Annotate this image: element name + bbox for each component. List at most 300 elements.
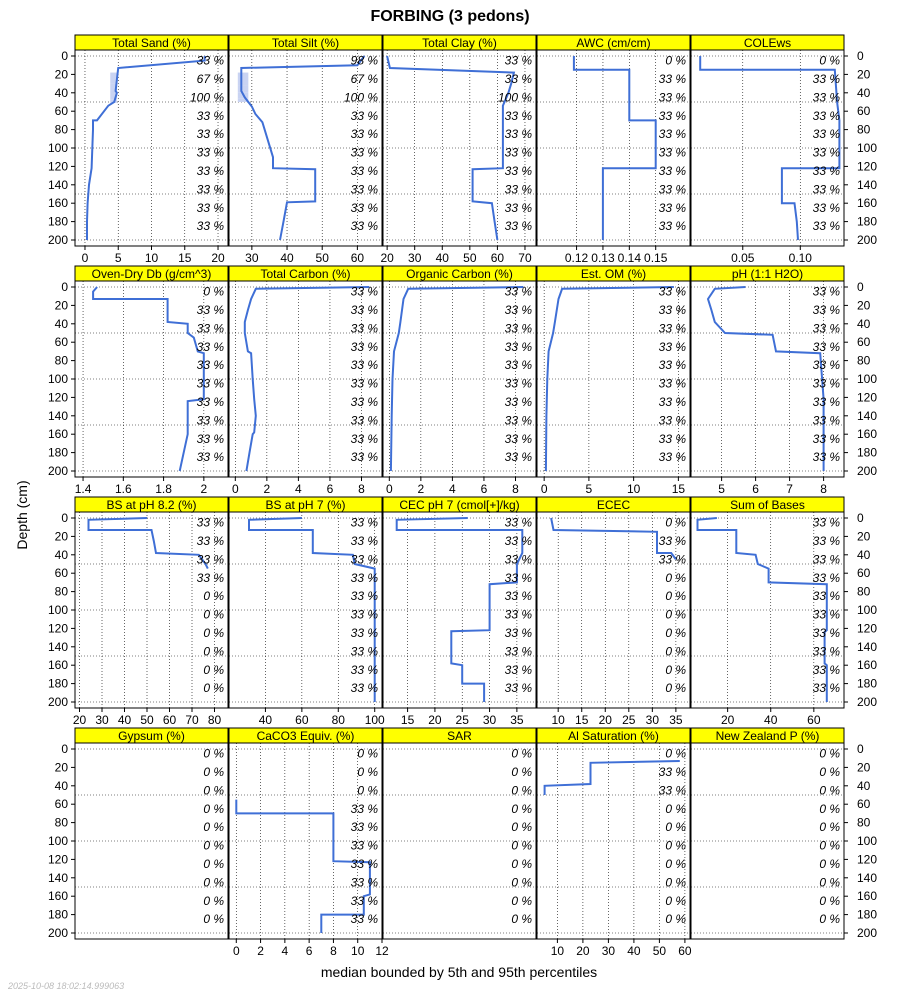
pct-label: 0 % [203, 838, 224, 853]
x-tick-label: 35 [669, 713, 683, 727]
y-tick-label: 100 [857, 834, 878, 848]
x-tick-label: 10 [551, 713, 565, 727]
pct-label: 33 % [196, 450, 224, 465]
pct-label: 100 % [497, 90, 532, 105]
y-tick-label: 200 [47, 926, 68, 940]
x-tick-label: 10 [351, 944, 365, 958]
y-tick-label: 40 [857, 316, 871, 331]
pct-label: 33 % [350, 200, 378, 215]
y-tick-label: 160 [857, 427, 878, 442]
y-tick-label: 200 [857, 695, 878, 709]
y-tick-label: 60 [857, 797, 871, 812]
panel-bs-at-ph-8-2 [48, 497, 228, 727]
x-tick-label: 6 [305, 944, 313, 958]
pct-label: 33 % [350, 875, 378, 890]
x-tick-label: 20 [380, 251, 394, 265]
strip-label: Total Clay (%) [422, 36, 497, 50]
x-tick-label: 4 [449, 482, 456, 496]
x-tick-label: 15 [575, 713, 589, 727]
pct-label: 33 % [658, 284, 686, 299]
pct-label: 0 % [203, 662, 224, 677]
pct-label: 33 % [812, 358, 840, 373]
pct-label: 33 % [350, 893, 378, 908]
pct-label: 33 % [504, 376, 532, 391]
y-tick-label: 160 [47, 658, 68, 673]
pct-label: 0 % [665, 857, 686, 871]
y-tick-label: 140 [857, 639, 878, 654]
pct-label: 33 % [504, 431, 532, 446]
strip-label: Est. OM (%) [580, 267, 647, 281]
pct-label: 33 % [196, 200, 224, 215]
pct-label: 33 % [350, 912, 378, 927]
x-tick-label: 40 [117, 713, 132, 727]
pct-label: 0 % [203, 875, 224, 890]
x-tick-label: 6 [752, 482, 759, 496]
y-axis-title: Depth (cm) [14, 480, 30, 550]
pct-label: 33 % [196, 303, 224, 317]
pct-label: 0 % [665, 820, 686, 835]
pct-label: 33 % [504, 681, 532, 696]
y-tick-label: 160 [857, 658, 878, 673]
pct-label: 0 % [665, 893, 686, 908]
pct-label: 0 % [203, 746, 224, 761]
y-tick-label: 20 [54, 67, 68, 82]
pct-label: 33 % [812, 431, 840, 446]
x-tick-label: 70 [518, 251, 532, 265]
pct-label: 33 % [350, 358, 378, 373]
strip-label: Sum of Bases [730, 498, 805, 512]
pct-label: 33 % [350, 857, 378, 871]
median-line [87, 56, 205, 240]
pct-label: 98 % [350, 53, 378, 68]
strip-label: Organic Carbon (%) [406, 267, 513, 281]
x-tick-label: 15 [400, 713, 415, 727]
pct-label: 33 % [658, 72, 686, 86]
panel-al-saturation [537, 728, 692, 958]
pct-label: 33 % [350, 450, 378, 465]
x-tick-label: 5 [114, 251, 122, 265]
strip-label: New Zealand P (%) [715, 729, 820, 743]
y-tick-label: 180 [47, 445, 68, 460]
pct-label: 33 % [812, 303, 840, 317]
pct-label: 33 % [350, 284, 378, 299]
y-tick-label: 160 [857, 889, 878, 904]
pct-label: 67 % [196, 72, 224, 86]
y-tick-label: 80 [54, 584, 68, 599]
x-tick-label: 4 [281, 944, 289, 958]
x-tick-label: 60 [678, 944, 692, 958]
pct-label: 33 % [350, 838, 378, 853]
pct-label: 33 % [350, 662, 378, 677]
pct-label: 0 % [511, 783, 532, 798]
y-tick-label: 0 [857, 49, 864, 63]
pct-label: 33 % [658, 303, 686, 317]
x-tick-label: 40 [764, 713, 778, 727]
pct-label: 0 % [511, 765, 532, 779]
strip-label: ECEC [596, 498, 631, 512]
pct-label: 33 % [812, 339, 840, 354]
panel-grid [48, 35, 877, 958]
y-tick-label: 0 [61, 49, 68, 63]
pct-label: 33 % [504, 164, 532, 178]
strip-label: CaCO3 Equiv. (%) [256, 729, 355, 743]
x-tick-label: 10 [626, 482, 641, 496]
pct-label: 0 % [819, 820, 840, 835]
y-tick-label: 160 [857, 196, 878, 211]
pct-label: 33 % [812, 644, 840, 659]
pct-label: 33 % [196, 358, 224, 373]
y-tick-label: 100 [857, 141, 878, 155]
y-tick-label: 160 [47, 427, 68, 442]
x-tick-label: 100 [364, 713, 385, 727]
y-tick-label: 60 [54, 335, 68, 350]
pct-label: 33 % [812, 164, 840, 178]
pct-label: 33 % [812, 662, 840, 677]
x-tick-label: 5 [718, 482, 725, 496]
pct-label: 33 % [196, 431, 224, 446]
pct-label: 33 % [658, 783, 686, 798]
pct-label: 33 % [658, 376, 686, 391]
y-tick-label: 200 [47, 464, 68, 478]
x-tick-label: 50 [652, 944, 667, 958]
pct-label: 0 % [203, 783, 224, 798]
x-tick-label: 6 [480, 482, 488, 496]
pct-label: 33 % [504, 53, 532, 68]
y-tick-label: 200 [857, 926, 878, 940]
pct-label: 33 % [350, 321, 378, 336]
x-tick-label: 80 [207, 713, 222, 727]
x-tick-label: 10 [144, 251, 159, 265]
x-tick-label: 20 [720, 713, 735, 727]
x-axis-title: median bounded by 5th and 95th percentiles [320, 964, 598, 980]
pct-label: 0 % [665, 644, 686, 659]
pct-label: 0 % [203, 765, 224, 779]
y-tick-label: 40 [857, 547, 871, 562]
y-tick-label: 180 [857, 907, 878, 922]
pct-label: 0 % [819, 857, 840, 871]
pct-label: 33 % [658, 164, 686, 178]
x-tick-label: 0 [540, 482, 548, 496]
x-tick-label: 20 [211, 251, 225, 265]
median-line [89, 518, 208, 569]
pct-label: 0 % [665, 662, 686, 677]
x-tick-label: 30 [408, 251, 422, 265]
pct-label: 33 % [658, 450, 686, 465]
x-tick-label: 2 [257, 944, 264, 958]
y-tick-label: 180 [47, 214, 68, 229]
panel-caco3-equiv [229, 728, 389, 958]
pct-label: 0 % [819, 912, 840, 927]
pct-label: 33 % [196, 395, 224, 409]
strip-label: pH (1:1 H2O) [731, 267, 804, 281]
pct-label: 33 % [812, 127, 840, 142]
x-tick-label: 0.14 [617, 251, 642, 265]
panel-sum-of-bases [691, 497, 877, 727]
strip-label: Oven-Dry Db (g/cm^3) [91, 267, 212, 281]
strip-label: AWC (cm/cm) [576, 36, 651, 50]
x-tick-label: 40 [258, 713, 273, 727]
pct-label: 33 % [658, 145, 686, 160]
strip-label: Total Carbon (%) [260, 267, 351, 281]
pct-label: 33 % [196, 108, 224, 123]
pct-label: 33 % [812, 90, 840, 105]
pct-label: 33 % [196, 145, 224, 160]
pct-label: 33 % [504, 72, 532, 86]
x-tick-label: 40 [280, 251, 294, 265]
x-tick-label: 2 [417, 482, 425, 496]
pct-label: 0 % [665, 626, 686, 640]
y-tick-label: 80 [54, 815, 68, 830]
x-tick-label: 2 [263, 482, 271, 496]
pct-label: 0 % [511, 893, 532, 908]
pct-label: 0 % [819, 746, 840, 761]
pct-label: 33 % [350, 534, 378, 548]
pct-label: 33 % [350, 820, 378, 835]
y-tick-label: 40 [54, 85, 68, 100]
pct-label: 0 % [203, 284, 224, 299]
pct-label: 33 % [812, 450, 840, 465]
x-tick-label: 4 [295, 482, 302, 496]
pct-label: 0 % [357, 783, 378, 798]
pct-label: 33 % [658, 127, 686, 142]
y-tick-label: 140 [857, 177, 878, 192]
pct-label: 33 % [504, 321, 532, 336]
pct-label: 33 % [196, 339, 224, 354]
panel-total-silt [229, 35, 382, 265]
median-line [93, 287, 204, 471]
y-tick-label: 20 [54, 298, 68, 313]
x-tick-label: 70 [185, 713, 199, 727]
pct-label: 33 % [812, 626, 840, 640]
pct-label: 33 % [812, 515, 840, 530]
pct-label: 33 % [812, 219, 840, 234]
x-tick-label: 20 [72, 713, 87, 727]
y-tick-label: 20 [857, 298, 871, 313]
pct-label: 0 % [203, 644, 224, 659]
pct-label: 33 % [812, 376, 840, 391]
pct-label: 33 % [504, 589, 532, 604]
pct-label: 0 % [203, 857, 224, 871]
pct-label: 33 % [658, 108, 686, 123]
pct-label: 33 % [504, 219, 532, 234]
y-tick-label: 60 [857, 104, 871, 119]
pct-label: 33 % [196, 53, 224, 68]
pct-label: 33 % [658, 182, 686, 197]
panel-ecec [537, 497, 690, 727]
y-tick-label: 140 [47, 408, 68, 423]
pct-label: 33 % [350, 164, 378, 178]
y-tick-label: 120 [857, 621, 878, 636]
y-tick-label: 180 [857, 214, 878, 229]
pct-label: 0 % [665, 53, 686, 68]
pct-label: 0 % [819, 801, 840, 816]
y-tick-label: 80 [857, 353, 871, 368]
pct-label: 33 % [350, 127, 378, 142]
y-tick-label: 180 [857, 445, 878, 460]
y-tick-label: 120 [857, 159, 878, 174]
x-tick-label: 8 [358, 482, 365, 496]
pct-label: 33 % [812, 72, 840, 86]
median-line [708, 287, 824, 471]
y-tick-label: 100 [47, 603, 68, 617]
y-tick-label: 120 [857, 852, 878, 867]
pct-label: 33 % [350, 552, 378, 567]
x-tick-label: 50 [463, 251, 477, 265]
y-tick-label: 80 [857, 815, 871, 830]
pct-label: 33 % [504, 607, 532, 622]
x-tick-label: 12 [375, 944, 389, 958]
pct-label: 33 % [812, 552, 840, 567]
y-tick-label: 100 [857, 372, 878, 386]
x-tick-label: 30 [95, 713, 109, 727]
y-tick-label: 40 [857, 778, 871, 793]
x-tick-label: 6 [326, 482, 334, 496]
pct-label: 33 % [658, 339, 686, 354]
y-tick-label: 140 [857, 408, 878, 423]
pct-label: 33 % [504, 303, 532, 317]
pct-label: 0 % [357, 765, 378, 779]
pct-label: 0 % [665, 875, 686, 890]
strip-label: Total Silt (%) [271, 36, 340, 50]
pct-label: 33 % [504, 534, 532, 548]
y-tick-label: 160 [47, 889, 68, 904]
panel-est-om [537, 266, 690, 496]
pct-label: 33 % [350, 376, 378, 391]
pct-label: 33 % [504, 413, 532, 428]
x-tick-label: 30 [482, 713, 497, 727]
pct-label: 33 % [196, 552, 224, 567]
pct-label: 33 % [812, 145, 840, 160]
y-tick-label: 60 [857, 335, 871, 350]
y-tick-label: 80 [54, 353, 68, 368]
y-tick-label: 180 [47, 676, 68, 691]
pct-label: 33 % [350, 395, 378, 409]
pct-label: 33 % [812, 182, 840, 197]
pct-label: 33 % [350, 681, 378, 696]
x-tick-label: 25 [455, 713, 469, 727]
x-tick-label: 0 [81, 251, 89, 265]
pct-label: 33 % [658, 219, 686, 234]
pct-label: 33 % [504, 515, 532, 530]
pct-label: 33 % [658, 321, 686, 336]
pct-label: 33 % [350, 108, 378, 123]
pct-label: 0 % [665, 746, 686, 761]
pct-label: 0 % [357, 746, 378, 761]
y-tick-label: 160 [47, 196, 68, 211]
x-tick-label: 15 [671, 482, 686, 496]
y-tick-label: 100 [47, 834, 68, 848]
pct-label: 33 % [196, 127, 224, 142]
pct-label: 33 % [504, 552, 532, 567]
y-tick-label: 140 [857, 870, 878, 885]
median-line [574, 56, 656, 240]
pct-label: 0 % [203, 801, 224, 816]
pct-label: 33 % [504, 358, 532, 373]
pct-label: 33 % [196, 219, 224, 234]
pct-label: 33 % [504, 108, 532, 123]
x-tick-label: 7 [786, 482, 793, 496]
pct-label: 0 % [819, 875, 840, 890]
pct-label: 0 % [511, 801, 532, 816]
y-tick-label: 140 [47, 639, 68, 654]
pct-label: 33 % [504, 450, 532, 465]
pct-label: 33 % [658, 534, 686, 548]
y-tick-label: 140 [47, 870, 68, 885]
x-tick-label: 2 [200, 482, 208, 496]
pct-label: 33 % [196, 376, 224, 391]
y-tick-label: 120 [47, 852, 68, 867]
panel-total-carbon [229, 266, 382, 496]
x-tick-label: 35 [510, 713, 524, 727]
y-tick-label: 0 [61, 280, 68, 294]
x-tick-label: 60 [295, 713, 309, 727]
pct-label: 0 % [819, 53, 840, 68]
pct-label: 0 % [819, 838, 840, 853]
pct-label: 33 % [196, 321, 224, 336]
x-tick-label: 1.4 [74, 482, 92, 496]
panel-gypsum [48, 728, 228, 940]
x-tick-label: 0.05 [731, 251, 755, 265]
y-tick-label: 200 [857, 233, 878, 247]
pct-label: 33 % [350, 431, 378, 446]
y-tick-label: 200 [47, 695, 68, 709]
y-tick-label: 80 [857, 584, 871, 599]
pct-label: 33 % [812, 534, 840, 548]
x-tick-label: 0.12 [564, 251, 589, 265]
pct-label: 100 % [189, 90, 224, 105]
panel-oven-dry-db-g-cm-3 [48, 266, 228, 496]
pct-label: 33 % [350, 644, 378, 659]
y-tick-label: 60 [54, 104, 68, 119]
pct-label: 0 % [203, 893, 224, 908]
pct-label: 100 % [343, 90, 378, 105]
x-tick-label: 60 [162, 713, 177, 727]
strip-label: SAR [447, 729, 472, 743]
pct-label: 33 % [350, 413, 378, 428]
pct-label: 33 % [812, 589, 840, 604]
panel-ph-1-1-h2o [691, 266, 877, 496]
pct-label: 33 % [504, 182, 532, 197]
y-tick-label: 80 [54, 122, 68, 137]
pct-label: 33 % [812, 395, 840, 409]
percentile-band [238, 73, 249, 86]
pct-label: 33 % [658, 358, 686, 373]
panel-total-clay [380, 35, 536, 265]
pct-label: 0 % [819, 893, 840, 908]
x-tick-label: 10 [550, 944, 565, 958]
x-tick-label: 8 [330, 944, 337, 958]
y-tick-label: 120 [857, 390, 878, 405]
x-tick-label: 8 [512, 482, 519, 496]
strip-label: COLEws [743, 36, 792, 50]
y-tick-label: 40 [54, 547, 68, 562]
panel-bs-at-ph-7 [229, 497, 385, 727]
x-tick-label: 1.6 [114, 482, 132, 496]
y-tick-label: 140 [47, 177, 68, 192]
pct-label: 0 % [665, 607, 686, 622]
y-tick-label: 0 [61, 511, 68, 525]
y-tick-label: 40 [54, 778, 68, 793]
pct-label: 33 % [504, 200, 532, 215]
y-tick-label: 20 [857, 67, 871, 82]
y-tick-label: 80 [857, 122, 871, 137]
strip-label: BS at pH 7 (%) [265, 498, 346, 512]
strip-label: Gypsum (%) [118, 729, 185, 743]
y-tick-label: 120 [47, 390, 68, 405]
pct-label: 33 % [350, 515, 378, 530]
panel-organic-carbon [383, 266, 536, 496]
timestamp: 2025-10-08 18:02:14.999063 [8, 981, 125, 991]
